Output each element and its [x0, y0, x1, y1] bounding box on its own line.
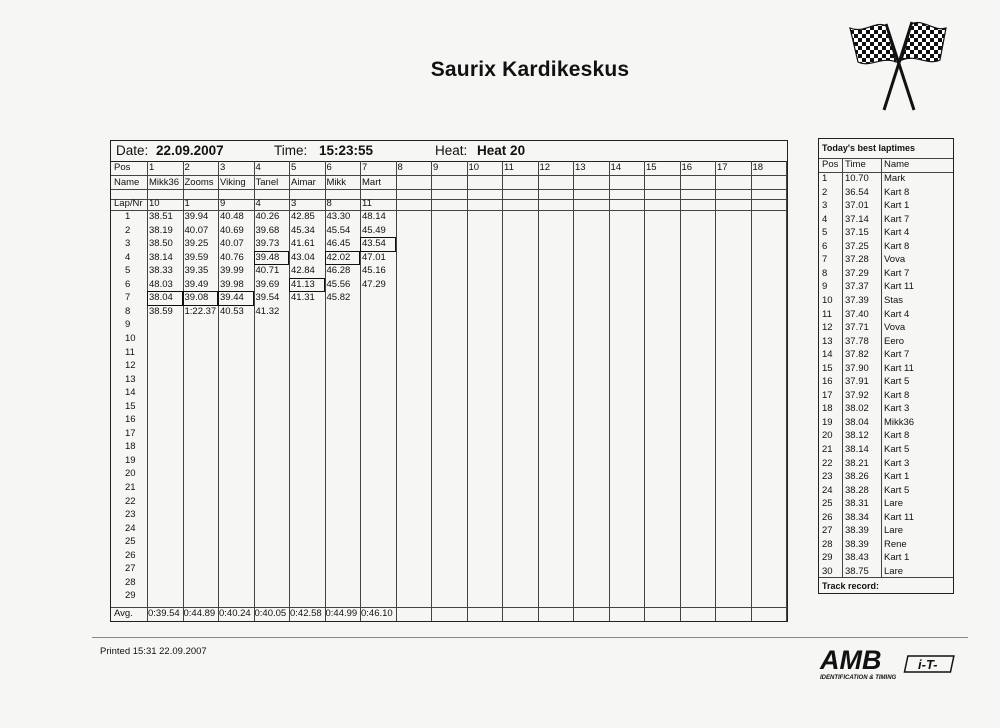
best-laptime-cell: 26 — [822, 511, 833, 523]
lap-time: 39.69 — [255, 278, 280, 290]
best-laptime-cell: 37.91 — [845, 376, 869, 388]
best-laptime-cell: 28 — [822, 538, 833, 550]
lap-time: 40.26 — [255, 211, 280, 222]
column-divider — [751, 161, 752, 621]
lap-number: 7 — [125, 292, 131, 304]
lap-time: 40.07 — [184, 224, 209, 236]
driver-name: Mikk36 — [149, 177, 180, 188]
best-laptime-cell: 7 — [822, 254, 828, 266]
best-laptime-cell: 37.82 — [845, 349, 869, 361]
best-laptime-cell: 37.28 — [845, 254, 869, 266]
kart-number: 3 — [291, 198, 297, 209]
driver-name: Tanel — [255, 177, 279, 188]
best-laptime-cell: Kart 4 — [884, 227, 910, 239]
best-laptime-cell: Kart 11 — [884, 281, 914, 293]
lap-time: 45.82 — [326, 292, 351, 304]
column-number: 14 — [610, 162, 622, 173]
best-laptime-cell: 37.90 — [845, 362, 869, 374]
best-laptime-cell: 4 — [822, 213, 828, 225]
lap-number: 29 — [125, 590, 136, 602]
best-laptime-cell: Kart 8 — [884, 389, 910, 401]
lap-number: 12 — [125, 360, 136, 372]
lap-time: 41.61 — [291, 238, 315, 250]
column-divider — [289, 161, 290, 621]
lap-number: 14 — [125, 387, 136, 399]
best-laptime-cell: 17 — [822, 389, 833, 401]
lap-number: 27 — [125, 563, 136, 575]
lap-time: 48.03 — [149, 278, 173, 290]
lap-number: 6 — [125, 278, 131, 290]
best-laptime-cell: Kart 7 — [884, 213, 910, 225]
best-laptime-cell: 38.02 — [845, 403, 869, 415]
driver-name: Aimar — [291, 177, 316, 188]
lap-time: 40.07 — [220, 238, 244, 250]
best-laptime-cell: 6 — [822, 240, 828, 252]
best-laptime-cell: Vova — [884, 322, 906, 334]
time-value: 15:23:55 — [319, 143, 374, 158]
kart-number: 9 — [220, 198, 226, 209]
kart-number: 11 — [362, 198, 372, 209]
column-number: 18 — [752, 162, 764, 173]
column-divider — [573, 161, 574, 621]
lap-time: 39.54 — [255, 292, 280, 304]
driver-average: 0:44.99 — [325, 608, 358, 619]
lap-time: 45.54 — [326, 224, 351, 236]
lap-number: 26 — [125, 549, 136, 561]
best-laptime-cell: Kart 1 — [884, 471, 910, 483]
lap-time: 45.34 — [291, 224, 315, 236]
column-number: 5 — [291, 162, 297, 173]
best-laptime-cell: 38.26 — [845, 471, 869, 483]
best-laptime-cell: Stas — [884, 294, 904, 306]
lap-time: 38.14 — [149, 251, 173, 263]
best-laptime-cell: 9 — [822, 281, 828, 293]
column-number: 8 — [397, 162, 403, 173]
lap-time: 38.51 — [149, 211, 173, 222]
column-divider — [881, 158, 882, 577]
lap-number: 13 — [125, 373, 136, 385]
best-laptimes-panel — [818, 138, 954, 594]
best-laptime-cell: Kart 7 — [884, 267, 910, 279]
row-divider — [111, 199, 787, 200]
lap-time: 38.19 — [149, 224, 173, 236]
checkered-flags-icon — [846, 18, 950, 114]
best-laptime-cell: Mikk36 — [884, 416, 915, 428]
column-divider — [325, 161, 326, 621]
best-laptime-cell: 38.14 — [845, 444, 869, 455]
best-laptime-cell: 21 — [822, 444, 833, 455]
lap-time: 41.13 — [291, 278, 315, 290]
best-laptime-cell: 3 — [822, 200, 828, 212]
lap-time: 40.71 — [255, 265, 280, 277]
column-number: 10 — [468, 162, 480, 173]
row-divider — [111, 210, 787, 211]
lap-time: 38.04 — [149, 292, 173, 304]
best-laptime-cell: 37.71 — [845, 322, 869, 334]
lap-number: 16 — [125, 414, 136, 426]
best-laptime-cell: 38.39 — [845, 525, 869, 537]
best-laptime-cell: 38.21 — [845, 457, 869, 469]
lap-number: 9 — [125, 319, 131, 331]
column-divider — [254, 161, 255, 621]
best-laptime-cell: Kart 3 — [884, 403, 910, 415]
amb-logo-tagline: IDENTIFICATION & TIMING — [820, 675, 897, 681]
lap-time: 1:22.37 — [184, 305, 217, 317]
best-laptime-cell: 2 — [822, 186, 828, 198]
lap-time: 39.08 — [184, 292, 209, 304]
best-laptime-cell: 36.54 — [845, 186, 869, 198]
lap-number: 3 — [125, 238, 131, 250]
driver-average: 0:40.05 — [254, 608, 287, 619]
lap-number: 15 — [125, 400, 136, 412]
best-laptime-cell: 37.14 — [845, 213, 869, 225]
best-laptime-cell: Mark — [884, 173, 906, 184]
page-title: Saurix Kardikeskus — [430, 58, 630, 81]
lap-number: 24 — [125, 522, 136, 534]
best-laptime-cell: Kart 5 — [884, 376, 910, 388]
column-number: 13 — [575, 162, 586, 173]
best-laptime-cell: Kart 5 — [884, 484, 910, 496]
best-lap-box — [254, 251, 290, 266]
time-label: Time: — [274, 143, 308, 158]
row-divider — [111, 175, 787, 176]
lap-time: 43.54 — [362, 238, 386, 250]
track-record-label: Track record: — [822, 581, 880, 591]
best-laptime-cell: 16 — [822, 376, 833, 388]
best-laptime-cell: Vova — [884, 254, 906, 266]
column-number: 17 — [717, 162, 728, 173]
column-divider — [538, 161, 539, 621]
best-laptime-cell: 5 — [822, 227, 828, 239]
lap-time: 39.68 — [255, 224, 280, 236]
column-divider — [502, 161, 503, 621]
column-number: 4 — [255, 162, 261, 173]
best-laptime-cell: Kart 5 — [884, 444, 910, 455]
heat-value: Heat 20 — [477, 143, 526, 158]
lap-time: 45.49 — [362, 224, 386, 236]
column-divider — [842, 158, 843, 577]
best-laptime-cell: 8 — [822, 267, 828, 279]
best-laptime-cell: 37.37 — [845, 281, 869, 293]
lap-time: 39.94 — [184, 211, 209, 222]
best-lap-box — [183, 291, 219, 306]
lap-number: 19 — [125, 454, 136, 466]
column-number: 11 — [504, 162, 514, 173]
lapnr-label: Lap/Nr — [114, 198, 143, 209]
heat-label: Heat: — [435, 143, 468, 158]
lap-time: 39.98 — [220, 278, 244, 290]
lap-time: 39.48 — [255, 251, 280, 263]
best-laptime-cell: Lare — [884, 498, 904, 510]
heat-results-table — [110, 140, 788, 622]
best-laptime-cell: Kart 11 — [884, 362, 914, 374]
best-laptime-cell: 37.29 — [845, 267, 869, 279]
column-divider — [715, 161, 716, 621]
lap-number: 23 — [125, 509, 136, 521]
best-laptime-cell: Kart 8 — [884, 430, 910, 442]
lap-time: 39.35 — [184, 265, 209, 277]
best-lap-box — [325, 251, 361, 266]
best-laptime-cell: 38.43 — [845, 552, 869, 564]
column-number: 6 — [326, 162, 332, 173]
best-laptimes-header: Name — [884, 159, 910, 170]
best-lap-box — [360, 237, 396, 252]
lap-time: 40.48 — [220, 211, 244, 222]
kart-number: 10 — [149, 198, 160, 209]
best-lap-box — [218, 291, 254, 306]
column-number: 15 — [646, 162, 657, 173]
best-laptime-cell: Kart 4 — [884, 308, 910, 320]
best-laptime-cell: 24 — [822, 484, 833, 496]
best-laptimes-header: Time — [845, 159, 866, 170]
best-laptime-cell: 37.25 — [845, 240, 869, 252]
lap-time: 38.33 — [149, 265, 173, 277]
lap-time: 48.14 — [362, 211, 386, 222]
column-divider — [183, 161, 184, 621]
column-divider — [396, 161, 397, 621]
column-number: 9 — [433, 162, 439, 173]
driver-average: 0:44.89 — [183, 608, 216, 619]
lap-time: 42.85 — [291, 211, 315, 222]
lap-number: 2 — [125, 224, 131, 236]
lap-time: 39.73 — [255, 238, 280, 250]
column-number: 7 — [362, 162, 368, 173]
best-laptime-cell: 11 — [822, 308, 832, 320]
lap-time: 46.45 — [326, 238, 351, 250]
lap-number: 1 — [125, 211, 131, 222]
column-number: 2 — [184, 162, 190, 173]
driver-average: 0:39.54 — [148, 608, 180, 619]
best-laptime-cell: 14 — [822, 349, 833, 361]
lap-number: 21 — [125, 482, 136, 493]
best-laptime-cell: 38.34 — [845, 511, 869, 523]
best-laptime-cell: 38.12 — [845, 430, 869, 442]
best-laptime-cell: 12 — [822, 322, 833, 334]
lap-time: 40.53 — [220, 305, 244, 317]
lap-number: 5 — [125, 265, 131, 277]
best-laptime-cell: 13 — [822, 335, 833, 347]
best-laptime-cell: 23 — [822, 471, 833, 483]
best-laptime-cell: 38.39 — [845, 538, 869, 550]
lap-number: 17 — [125, 427, 136, 439]
best-laptime-cell: 38.75 — [845, 565, 869, 577]
column-number: 12 — [539, 162, 551, 173]
driver-average: 0:46.10 — [361, 608, 393, 619]
best-laptime-cell: Kart 7 — [884, 349, 910, 361]
best-laptime-cell: 37.15 — [845, 227, 869, 239]
best-laptime-cell: 38.31 — [845, 498, 869, 510]
best-laptime-cell: Eero — [884, 335, 905, 347]
column-divider — [147, 161, 148, 621]
lap-time: 39.99 — [220, 265, 244, 277]
kart-number: 8 — [326, 198, 332, 209]
column-divider — [680, 161, 681, 621]
lap-time: 43.30 — [326, 211, 351, 222]
best-laptime-cell: 10.70 — [845, 173, 869, 184]
driver-average: 0:42.58 — [290, 608, 322, 619]
lap-time: 40.69 — [220, 224, 244, 236]
lap-time: 40.76 — [220, 251, 244, 263]
column-divider — [360, 161, 361, 621]
best-laptime-cell: 10 — [822, 294, 833, 306]
lap-time: 42.84 — [291, 265, 315, 277]
column-divider — [467, 161, 468, 621]
lap-number: 8 — [125, 305, 131, 317]
lap-number: 20 — [125, 468, 136, 480]
best-laptime-cell: 37.78 — [845, 335, 869, 347]
lap-time: 39.59 — [184, 251, 209, 263]
lap-time: 39.25 — [184, 238, 209, 250]
column-divider — [786, 161, 787, 621]
best-laptime-cell: 27 — [822, 525, 833, 537]
best-laptime-cell: 18 — [822, 403, 833, 415]
best-laptimes-title: Today's best laptimes — [822, 143, 916, 153]
column-number: 1 — [149, 162, 155, 173]
best-lap-box — [147, 291, 183, 306]
printed-timestamp: Printed 15:31 22.09.2007 — [100, 646, 207, 657]
column-divider — [218, 161, 219, 621]
best-laptime-cell: 37.40 — [845, 308, 869, 320]
column-divider — [431, 161, 432, 621]
best-laptime-cell: Kart 8 — [884, 186, 910, 198]
best-laptimes-header: Pos — [822, 159, 839, 170]
lap-time: 39.44 — [220, 292, 244, 304]
amb-logo-text: AMB — [820, 646, 882, 675]
lap-time: 41.32 — [255, 305, 280, 317]
driver-name: Zooms — [184, 177, 214, 188]
best-laptime-cell: Rene — [884, 538, 907, 550]
driver-average: 0:40.24 — [219, 608, 251, 619]
kart-number: 1 — [184, 198, 190, 209]
driver-name: Mikk — [326, 177, 347, 188]
best-laptime-cell: 37.01 — [845, 200, 869, 212]
best-laptime-cell: 19 — [822, 416, 833, 428]
driver-name: Mart — [362, 177, 381, 188]
avg-label: Avg. — [114, 608, 133, 619]
lap-number: 28 — [125, 576, 136, 588]
footer-divider — [92, 637, 968, 638]
best-laptime-cell: Kart 3 — [884, 457, 910, 469]
best-laptime-cell: 29 — [822, 552, 833, 564]
driver-name: Viking — [220, 177, 246, 188]
lap-time: 42.02 — [326, 251, 351, 263]
lap-time: 47.01 — [362, 251, 386, 263]
best-laptime-cell: Lare — [884, 565, 904, 577]
best-laptime-cell: 38.28 — [845, 484, 869, 496]
pos-label: Pos — [114, 162, 131, 173]
amb-logo — [818, 646, 964, 682]
heat-header — [111, 141, 787, 162]
lap-time: 43.04 — [291, 251, 315, 263]
best-laptime-cell: 22 — [822, 457, 833, 469]
best-laptime-cell: 37.92 — [845, 389, 869, 401]
lap-time: 46.28 — [326, 265, 351, 277]
best-laptime-cell: Kart 8 — [884, 240, 910, 252]
column-divider — [644, 161, 645, 621]
lap-number: 22 — [125, 495, 136, 507]
name-label: Name — [114, 177, 140, 188]
lap-number: 4 — [125, 251, 131, 263]
kart-number: 4 — [255, 198, 261, 209]
lap-time: 45.16 — [362, 265, 386, 277]
lap-number: 10 — [125, 332, 136, 344]
lap-time: 45.56 — [326, 278, 351, 290]
date-value: 22.09.2007 — [156, 143, 224, 158]
lap-time: 38.50 — [149, 238, 173, 250]
amb-logo-suffix: i-T- — [918, 657, 938, 672]
best-laptime-cell: 37.39 — [845, 294, 869, 306]
best-lap-box — [289, 278, 325, 293]
lap-time: 38.59 — [149, 305, 173, 317]
lap-time: 47.29 — [362, 278, 386, 290]
column-number: 3 — [220, 162, 226, 173]
column-divider — [609, 161, 610, 621]
best-laptime-cell: 1 — [822, 173, 828, 184]
best-laptime-cell: Lare — [884, 525, 904, 537]
row-divider — [111, 189, 787, 190]
best-laptime-cell: 15 — [822, 362, 833, 374]
column-number: 16 — [681, 162, 693, 173]
lap-time: 39.49 — [184, 278, 209, 290]
best-laptime-cell: 30 — [822, 565, 833, 577]
lap-number: 18 — [125, 441, 136, 453]
best-laptime-cell: 38.04 — [845, 416, 869, 428]
best-laptime-cell: Kart 1 — [884, 200, 910, 212]
lap-number: 25 — [125, 536, 136, 548]
best-laptime-cell: Kart 11 — [884, 511, 914, 523]
best-laptime-cell: 20 — [822, 430, 833, 442]
best-laptime-cell: Kart 1 — [884, 552, 910, 564]
best-laptime-cell: 25 — [822, 498, 833, 510]
date-label: Date: — [116, 143, 149, 158]
lap-number: 11 — [125, 346, 135, 358]
lap-time: 41.31 — [291, 292, 315, 304]
